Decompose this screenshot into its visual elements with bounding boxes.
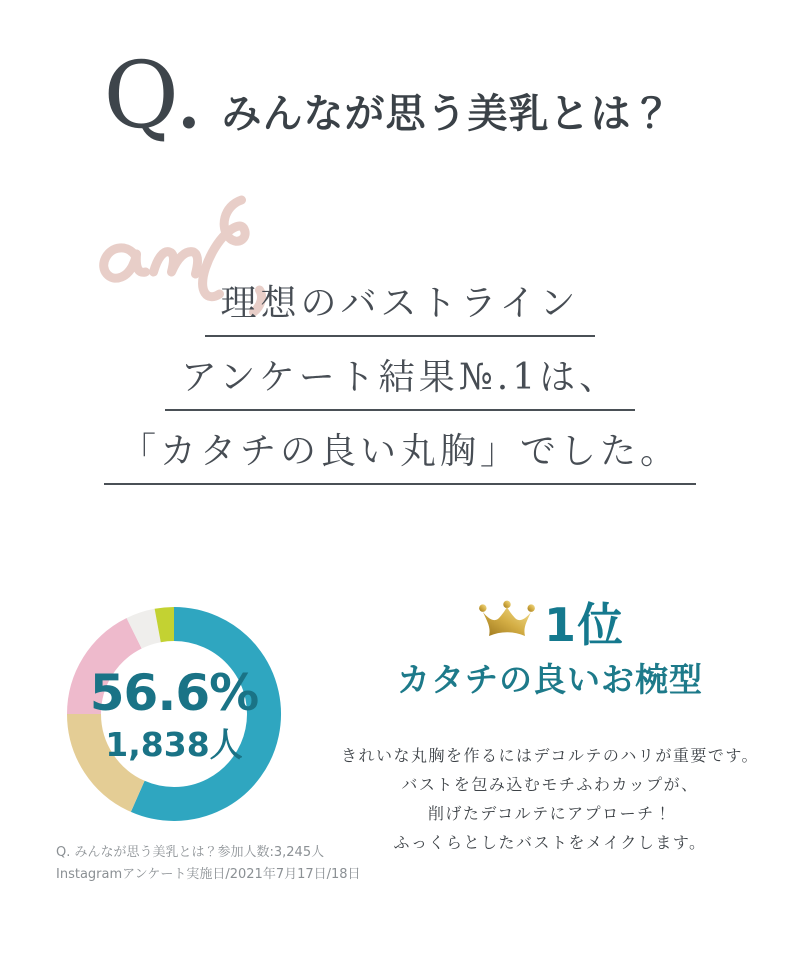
- answer-statement: [0, 283, 800, 508]
- question-header: [0, 42, 788, 149]
- description-line-2: バストを包み込むモチふわカップが、: [401, 775, 699, 794]
- question-title: みんなが思う美乳とは？: [221, 90, 673, 137]
- donut-segment-4: [134, 625, 158, 633]
- donut-chart: [64, 604, 284, 824]
- donut-segment-2: [84, 714, 138, 796]
- answer-line-1-text: 理想のバストライン: [205, 286, 596, 337]
- question-q-mark: Q.: [103, 42, 204, 149]
- winner-title: カタチの良いお椀型: [397, 660, 703, 699]
- donut-percent: 56.6%: [89, 663, 259, 722]
- crown-icon: [476, 600, 538, 646]
- chart-column: [0, 588, 361, 886]
- script-letter-a: [104, 248, 146, 278]
- donut-segment-3: [84, 633, 134, 714]
- donut-chart-svg: [64, 604, 284, 824]
- winner-description: [330, 741, 770, 857]
- answer-line-2: [0, 357, 800, 411]
- rank-row: [330, 598, 770, 652]
- rank-label: 1位: [543, 598, 624, 652]
- script-letter-n: [154, 252, 198, 274]
- description-line-4: ふっくらとしたバストをメイクします。: [393, 833, 707, 852]
- donut-count: 1,838人: [105, 724, 243, 764]
- description-line-1: きれいな丸胸を作るにはデコルテのハリが重要です。: [340, 746, 760, 765]
- answer-line-2-text: アンケート結果№.1は、: [165, 360, 635, 411]
- donut-segment-1: [138, 624, 264, 804]
- footnote-question: Q. みんなが思う美乳とは？参加人数:3,245人: [56, 845, 325, 860]
- survey-results: [0, 588, 800, 886]
- footnote-survey-date: Instagramアンケート実施日/2021年7月17日/18日: [56, 867, 361, 882]
- answer-line-1: [0, 283, 800, 337]
- answer-line-3: [0, 431, 800, 485]
- winner-column: [330, 588, 800, 886]
- description-line-3: 削げたデコルテにアプローチ！: [427, 804, 673, 823]
- answer-line-3-text: 「カタチの良い丸胸」でした。: [104, 434, 696, 485]
- donut-segment-5: [158, 624, 174, 625]
- chart-footnotes: [56, 842, 361, 886]
